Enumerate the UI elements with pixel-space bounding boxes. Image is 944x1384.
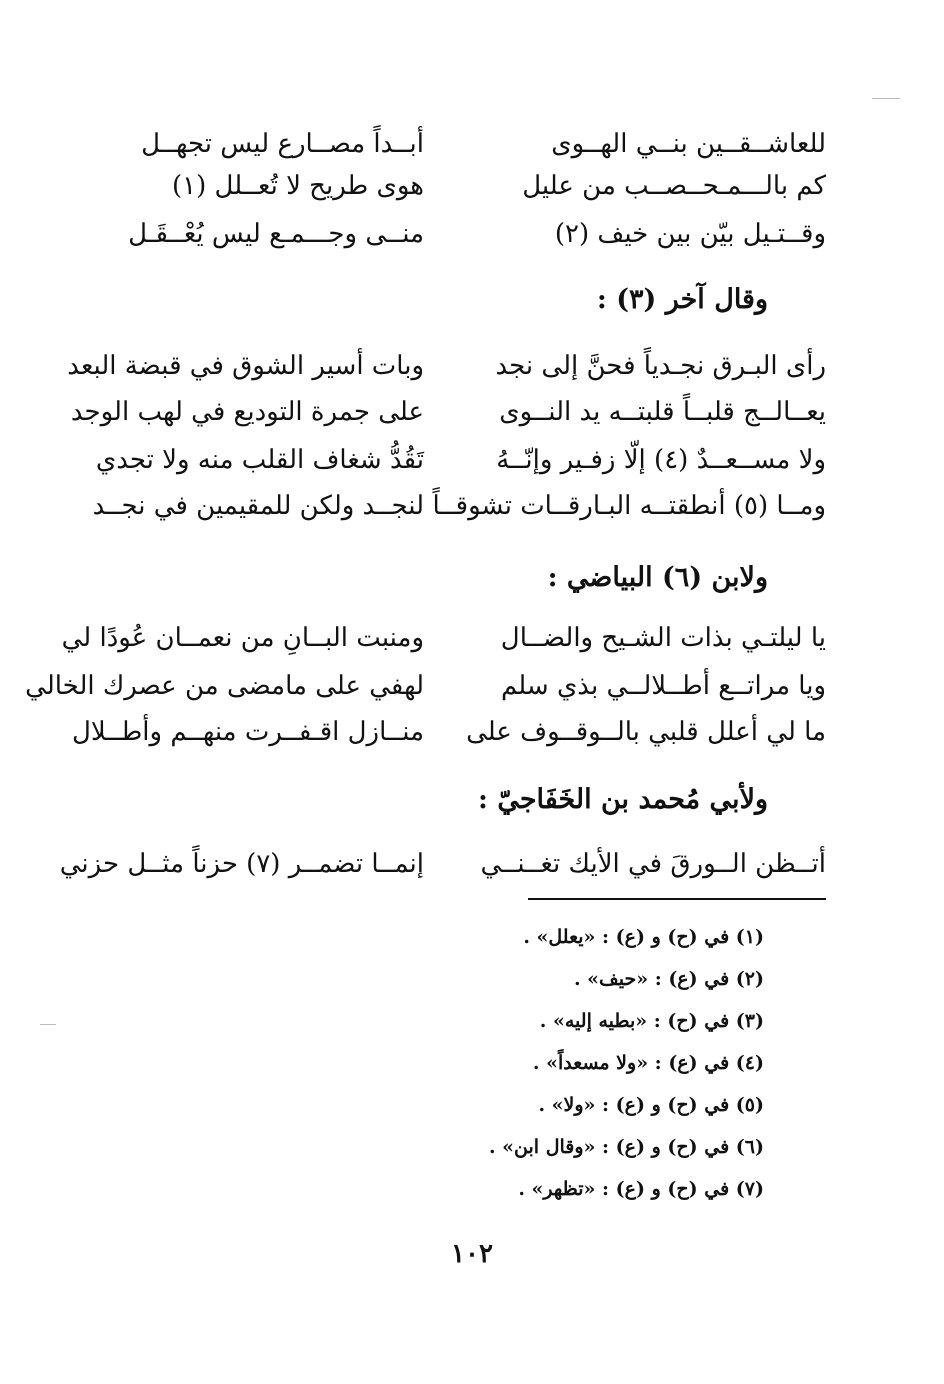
verse-second-hemistich: وبات أسير الشوق في قبضة البعد: [67, 351, 424, 381]
section-heading: ولأبي مُحمد بن الخَفَاجيّ :: [478, 784, 768, 815]
scan-mark: [872, 98, 900, 99]
verse-second-hemistich: أبــداً مصــارع ليس تجهــل: [141, 129, 424, 159]
footnote: (٤) في (ع) : «ولا مسعداً» .: [532, 1052, 764, 1074]
verse-first-hemistich: رأى البـرق نجـدياً فحنَّ إلى نجد: [495, 351, 826, 381]
verse-first-hemistich: أتــظن الــورقَ في الأيك تغــنــي: [480, 849, 826, 879]
verse-first-hemistich: ومــا (٥) أنطقتــه البـارقــات تشوقــاً: [432, 491, 826, 521]
verse-first-hemistich: ما لي أعلل قلبي بالــوقــوف على: [466, 717, 826, 747]
page-number: ١٠٢: [451, 1239, 493, 1269]
section-heading: وقال آخر (٣) :: [596, 284, 768, 315]
verse-second-hemistich: لهفي على مامضى من عصرك الخالي: [25, 671, 424, 701]
verse-second-hemistich: إنمــا تضمــر (٧) حزناً مثــل حزني: [59, 849, 424, 879]
footnote: (٥) في (ح) و (ع) : «ولا» .: [538, 1094, 764, 1116]
footnote: (٧) في (ح) و (ع) : «تظهر» .: [518, 1178, 764, 1200]
verse-first-hemistich: ويا مراتــع أطــلالــي بذي سلم: [501, 671, 826, 701]
verse-first-hemistich: وقــتـيل بيّن بين خيف (٢): [554, 219, 826, 249]
verse-second-hemistich: هوى طريح لا تُعــلل (١): [171, 171, 424, 201]
verse-first-hemistich: ولا مســعــدٌ (٤) إلّا زفـير وإنّــهُ: [496, 445, 826, 475]
verse-second-hemistich: ومنبت البــانِ من نعمــان عُودًا لي: [61, 623, 424, 653]
verse-second-hemistich: تَقُدُّ شغاف القلب منه ولا تجدي: [95, 445, 424, 475]
footnote: (١) في (ح) و (ع) : «يعلل» .: [523, 926, 764, 948]
verse-second-hemistich: على جمرة التوديع في لهب الوجد: [70, 397, 424, 427]
footnote-separator: [528, 898, 826, 900]
section-heading: ولابن (٦) البياضي :: [547, 562, 768, 593]
verse-second-hemistich: منــى وجـــمـع ليس يُعْــقَـل: [128, 219, 424, 249]
footnote: (٦) في (ح) و (ع) : «وقال ابن» .: [488, 1136, 764, 1158]
verse-second-hemistich: منــازل اقـفــرت منهــم وأطــلال: [71, 717, 424, 747]
verse-first-hemistich: للعاشــقــين بنــي الهــوى: [551, 129, 826, 159]
footnote: (٣) في (ح) : «بطيه إليه» .: [539, 1010, 764, 1032]
verse-first-hemistich: يعــالــج قلبــاً قلبتــه يد النــوى: [499, 397, 826, 427]
verse-first-hemistich: يا ليلتـي بذات الشـيح والضــال: [500, 623, 826, 653]
footnote: (٢) في (ع) : «حيف» .: [573, 968, 764, 990]
scan-mark: [40, 1024, 56, 1025]
verse-first-hemistich: كم بالـــمـحــصــب من عليل: [522, 171, 826, 201]
verse-second-hemistich: لنجــد ولكن للمقيمين في نجــد: [92, 491, 424, 521]
